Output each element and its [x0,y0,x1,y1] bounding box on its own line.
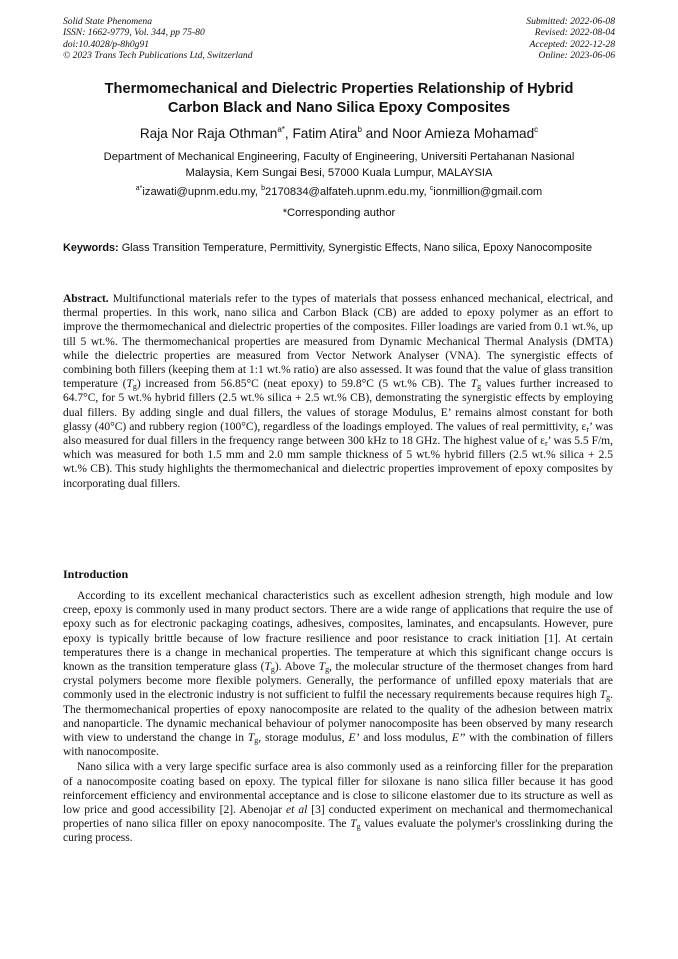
paragraph-text: , the molecular structure of the thermoset changes from hard crystal polymers become more flexible polymers. Generally, the performance of unfilled epoxy materials that are commonly used in the electronic industry is not sufficient to fulfil the necessary requirements because requires high [63,661,613,702]
email-2-mark: b [261,185,265,192]
paragraph-text: ). Above [274,661,319,674]
subscript: g [270,665,275,675]
title-line-2: Carbon Black and Nano Silica Epoxy Composites [167,99,511,116]
subscript: g [254,736,259,746]
affiliation-line-2: Malaysia, Kem Sungai Besi, 57000 Kuala Lumpur, MALAYSIA [185,166,493,179]
symbol-tg: T [247,732,255,745]
section-heading-introduction: Introduction [63,567,129,581]
abstract-text: values further increased to 64.7°C, for 5 wt.% hybrid fillers (2.5 wt.% silica + 2.5 wt.% CB), demonstrating the synergistic effects by employing dual fillers. By adding single and dual fillers, the values of storage Modulus, E’ remains almost constant for both glassy (40°C) and rubbery region (100°C), regardless of the loadings employed. The values of real permittivity, ɛ [63,378,613,433]
symbol-tg: T [470,378,478,391]
symbol-storage-modulus: E’ [348,732,360,745]
email-1-mark: a* [135,185,143,192]
affiliation-line-1: Department of Mechanical Engineering, Faculty of Engineering, Universiti Pertahanan Nasional [103,151,575,163]
symbol-tg: T [599,689,607,702]
abstract-text: ’ was also measured for dual fillers in the frequency range between 300 kHz to 18 GHz. The highest value of ɛ [63,420,613,448]
symbol-tg: T [318,661,326,674]
keywords-label: Keywords: [63,242,119,254]
author-2: Fatim Atira [292,126,358,141]
et-al: et al [286,804,308,817]
introduction-body [63,589,613,846]
paragraph-text: values evaluate the polymer's crosslinking during the curing process. [63,818,614,845]
corresponding-author-note: *Corresponding author [282,207,396,219]
doi[interactable]: doi:10.4028/p-8h0g91 [63,38,150,50]
email-3[interactable]: ionmillion@gmail.com [433,186,543,198]
abstract-text: ’ was 5.5 F/m, which was measured for both 1.5 mm and 2.0 mm sample thickness of 5 wt.% hybrid fillers (2.5 wt.% silica + 2.5 wt.% CB). This study highlights the thermomechanical and dielectric properties improvement of epoxy composites by incorporating dual fillers. [63,435,613,490]
paragraph-text: with the combination of fillers with nanocomposite. [63,732,613,759]
author-emails [40,185,638,200]
keywords-text: Glass Transition Temperature, Permittivity, Synergistic Effects, Nano silica, Epoxy Nanocomposite [118,242,593,254]
abstract [63,292,613,491]
email-2[interactable]: 2170834@alfateh.upnm.edu.my, [265,186,430,198]
paragraph-text: and loss modulus, [359,732,452,745]
author-3-mark: c [534,125,539,134]
email-1[interactable]: izawati@upnm.edu.my, [142,186,262,198]
paragraph-text: . The thermomechanical properties of epoxy nanocomposite are related to the quality of the adhesion between matrix and nanoparticle. The dynamic mechanical behaviour of polymer nanocomposite has been observed by many research with view to understand the change in [63,689,613,745]
journal-info [63,16,253,62]
paragraph-text: According to its excellent mechanical characteristics such as excellent adhesion strength, high module and low creep, epoxy is commonly used in many product sectors. There are a wide range of applications that require the use of epoxy such as for electronic packaging coatings, adhesives, composites, laminates, and encapsulants. However, pure epoxy is typically brittle because of low fracture resilience and poor resistance to crack initiation [1]. At certain temperatures there is a change in mechanical properties. The temperature at which this significant change occurs is known as the transition temperature glass ( [63,590,613,674]
copyright: © 2023 Trans Tech Publications Ltd, Switzerland [63,50,253,62]
author-2-mark: b [357,125,362,134]
author-1: Raja Nor Raja Othman [139,126,278,141]
online-date: Online: 2023-06-06 [538,50,615,62]
author-separator: , [284,126,293,141]
subscript: g [325,665,330,675]
abstract-text: ) increased from 56.85°C (neat epoxy) to 59.8°C (5 wt.% CB). The [136,378,471,391]
paragraph-text: [3] conducted experiment on mechanical and thermomechanical properties of nano silica filler on epoxy nanocomposite. The [63,804,613,831]
symbol-tg: T [350,818,357,831]
paragraph-text: Nano silica with a very large specific surface area is also commonly used as a reinforcing filler for the preparation of a nanocomposite coating based on epoxy. The typical filler for siloxane is nano silica filler because it has good reinforcement efficiency and environmental acceptance and is close to silicone elastomer due to its structure as well as low price and good accessibility [2]. Abenojar [63,761,613,817]
journal-name: Solid State Phenomena [63,16,152,27]
author-3: Noor Amieza Mohamad [392,126,535,141]
submitted-date: Submitted: 2022-06-08 [526,16,615,27]
author-list [40,125,638,142]
subscript: r [545,439,548,449]
accepted-date: Accepted: 2022-12-28 [529,38,615,50]
subscript: g [606,693,611,703]
affiliation [40,150,638,181]
symbol-tg: T [126,378,133,391]
paragraph [63,589,613,759]
author-1-mark: a* [277,125,285,134]
symbol-loss-modulus: E’’ [451,732,466,745]
paper-title [50,80,628,117]
subscript: g [356,822,361,832]
keywords [63,241,613,255]
subscript: g [132,382,137,392]
paragraph [63,760,613,845]
email-3-mark: c [429,185,434,192]
abstract-label: Abstract. [63,293,109,305]
abstract-text: Multifunctional materials refer to the types of materials that possess enhanced mechanical, electrical, and thermal properties. In this work, nano silica and Carbon Black (CB) are added to epoxy polymer as an effort to improve the thermomechanical and dielectric properties of the composites. Filler loadings are varied from 0.1 wt.%, up till 5 wt.%. The thermomechanical properties are measured from Dynamic Mechanical Thermal Analysis (DMTA) while the dielectric properties are measured from Vector Network Analyser (VNA). The synergistic effects of combining both fillers (keeping them at 1:1 wt.% ratio) are also assessed. It was found that the value of glass transition temperature ( [63,293,613,391]
revised-date: Revised: 2022-08-04 [534,27,615,39]
paragraph-text: , storage modulus, [258,732,349,745]
title-line-1: Thermomechanical and Dielectric Properties Relationship of Hybrid [104,81,574,97]
symbol-tg: T [264,661,271,674]
subscript: r [586,424,590,434]
publication-dates [526,16,615,62]
subscript: g [477,382,482,392]
author-separator: and [361,126,393,141]
issn: ISSN: 1662-9779, Vol. 344, pp 75-80 [63,27,205,39]
